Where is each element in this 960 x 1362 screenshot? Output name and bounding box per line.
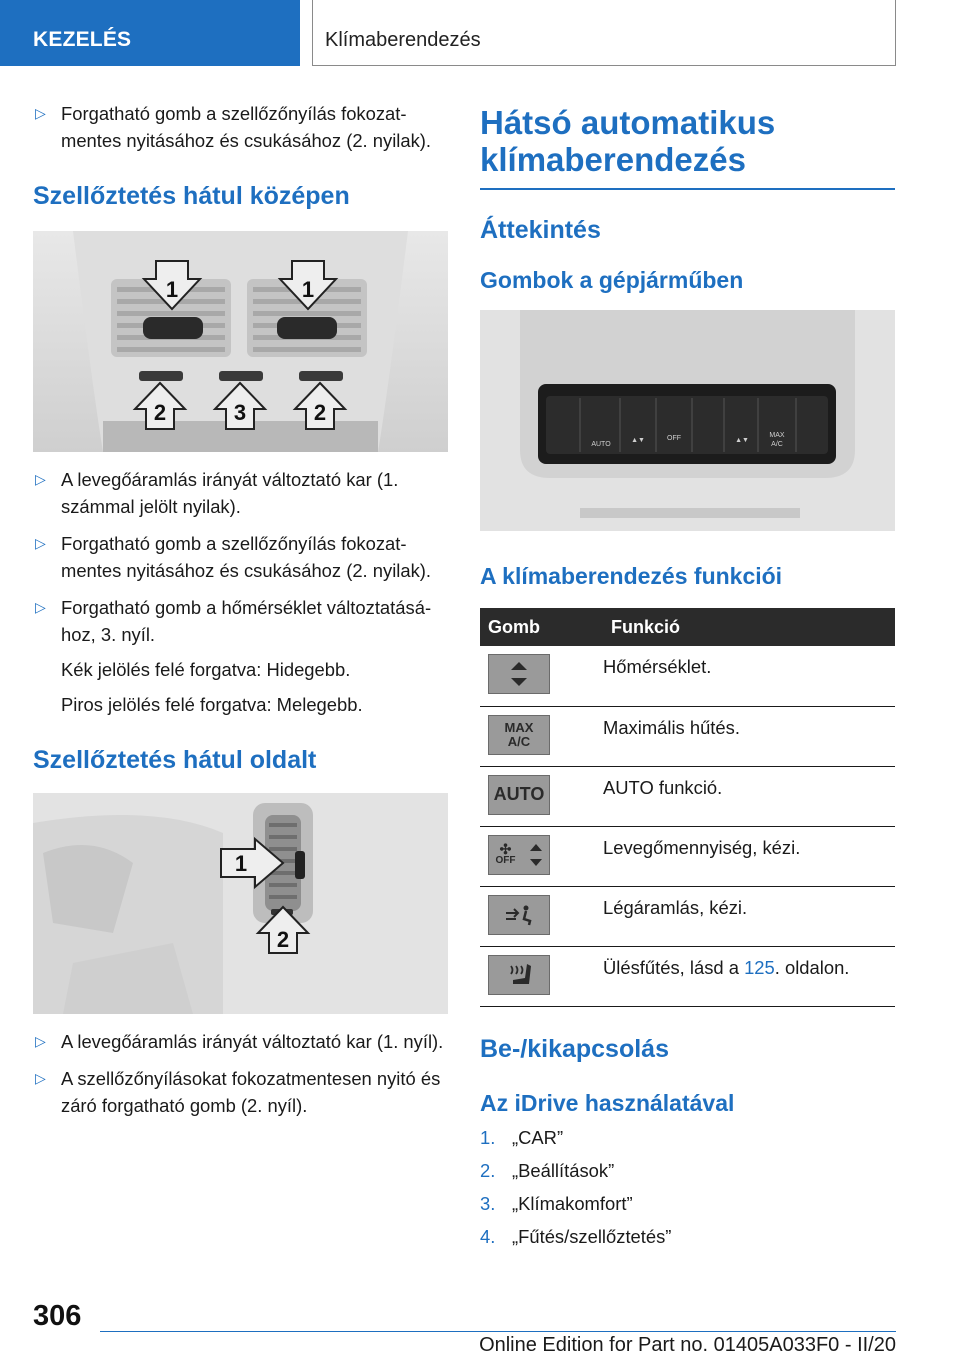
auto-icon: AUTO: [488, 775, 550, 815]
temperature-arrows-icon: [488, 654, 550, 694]
footer-rule: [100, 1331, 896, 1332]
list-item: ▷ Forgatható gomb a hőmérséklet változtatásához, 3. nyíl. Kék jelölés felé forgatva: Hidegebb. Piros jelölés felé forgatva: Melegebb.: [33, 594, 448, 718]
list-item: ▷ A levegőáramlás irányát változtató kar (1. nyíl).: [33, 1028, 448, 1055]
list-item: ▷ Forgatható gomb a szellőzőnyílás fokozatmentes nyitásához és csukásához (2. nyilak).: [33, 100, 448, 154]
heading-overview: Áttekintés: [480, 216, 601, 244]
panel-auto-label: AUTO: [591, 441, 611, 448]
right-column: [480, 104, 895, 1253]
arrow-label-3: 3: [233, 400, 247, 425]
control-panel-photo: [480, 310, 895, 531]
side-bullets: [33, 1028, 448, 1119]
page-link[interactable]: 125: [744, 956, 775, 978]
table-row: [480, 706, 895, 766]
side-arrow-label-2: 2: [276, 927, 290, 952]
function-text: Ülésfűtés, lásd a 125. oldalon.: [603, 946, 895, 1006]
side-arrow-label-1: 1: [234, 851, 248, 876]
list-item: ▷ A szellőzőnyílásokat fokozatmentesen nyitó és záró forgatható gomb (2. nyíl).: [33, 1065, 448, 1119]
triangle-bullet-icon: ▷: [35, 471, 46, 487]
list-item: 3. „Klímakomfort”: [480, 1192, 633, 1214]
page-number: 306: [33, 1300, 82, 1332]
table-row: [480, 946, 895, 1006]
center-vents-photo: [33, 231, 448, 452]
svg-text:▲▼: ▲▼: [631, 437, 645, 444]
heading-rule: [480, 188, 895, 190]
cold-note: Kék jelölés felé forgatva: Hidegebb.: [61, 659, 351, 680]
table-row: [480, 766, 895, 826]
function-text: Levegőmennyiség, kézi.: [603, 826, 895, 886]
triangle-bullet-icon: ▷: [35, 599, 46, 615]
idrive-steps: [480, 1121, 895, 1253]
function-text: Hőmérséklet.: [603, 646, 895, 706]
heading-onoff: Be-/kikapcsolás: [480, 1034, 669, 1063]
airflow-icon: [488, 895, 550, 935]
section-tab: KEZELÉS: [0, 0, 300, 66]
function-text: Légáramlás, kézi.: [603, 886, 895, 946]
warm-note: Piros jelölés felé forgatva: Melegebb.: [61, 694, 363, 715]
column-header-button: Gomb: [480, 608, 603, 646]
table-row: [480, 646, 895, 706]
column-header-function: Funkció: [603, 608, 895, 646]
left-column: [33, 100, 448, 1129]
max-ac-icon: MAX A/C: [488, 715, 550, 755]
triangle-bullet-icon: ▷: [35, 105, 46, 121]
list-item: 4. „Fűtés/szellőztetés”: [480, 1225, 672, 1247]
heading-functions: A klímaberendezés funkciói: [480, 563, 783, 589]
functions-table: [480, 608, 895, 1007]
table-row: [480, 826, 895, 886]
chapter-title: Klímaberendezés: [312, 0, 896, 66]
arrow-label-1a: 1: [165, 277, 179, 302]
panel-off-label: OFF: [667, 435, 681, 442]
svg-text:▲▼: ▲▼: [735, 437, 749, 444]
fan-off-icon: ✣ OFF: [488, 835, 550, 875]
function-text: Maximális hűtés.: [603, 706, 895, 766]
center-bullets: [33, 466, 448, 718]
function-text: AUTO funkció.: [603, 766, 895, 826]
panel-max-label: MAX: [769, 432, 785, 439]
table-row: [480, 886, 895, 946]
edition-text: Online Edition for Part no. 01405A033F0 - II/20: [479, 1334, 896, 1356]
heading-center-vents: Szellőztetés hátul középen: [33, 182, 350, 210]
list-item: 1. „CAR”: [480, 1126, 564, 1148]
intro-bullets: [33, 100, 448, 154]
arrow-label-1b: 1: [301, 277, 315, 302]
list-item: 2. „Beállítások”: [480, 1159, 615, 1181]
list-item: ▷ Forgatható gomb a szellőzőnyílás fokozatmentes nyitásához és csukásához (2. nyilak).: [33, 530, 448, 584]
triangle-bullet-icon: ▷: [35, 1033, 46, 1049]
heading-idrive: Az iDrive használatával: [480, 1089, 735, 1116]
heading-buttons: Gombok a gépjárműben: [480, 267, 744, 293]
side-vents-photo: [33, 793, 448, 1014]
list-item: ▷ A levegőáramlás irányát változtató kar (1. számmal jelölt nyilak).: [33, 466, 448, 520]
seat-heating-icon: [488, 955, 550, 995]
panel-ac-label: A/C: [771, 441, 783, 448]
arrow-label-2b: 2: [313, 400, 327, 425]
triangle-bullet-icon: ▷: [35, 1070, 46, 1086]
arrow-label-2a: 2: [153, 400, 167, 425]
heading-side-vents: Szellőztetés hátul oldalt: [33, 746, 317, 774]
main-heading: Hátsó automatikus klímaberendezés: [480, 104, 776, 178]
triangle-bullet-icon: ▷: [35, 535, 46, 551]
